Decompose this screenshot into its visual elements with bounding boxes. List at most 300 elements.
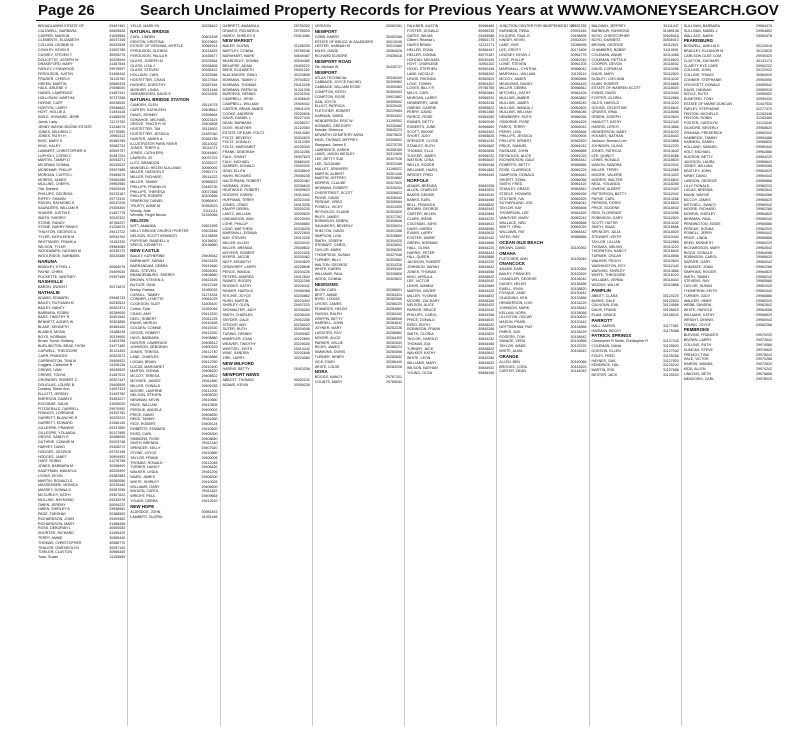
property-id: 29965542 — [756, 82, 772, 87]
owner-name: STEWART, CAROL — [314, 243, 347, 248]
property-id: 29962642 — [756, 245, 772, 250]
owner-name: HUDSON, BETTY — [683, 154, 713, 159]
owner-name: SHAVER, JUSTIN E — [38, 211, 71, 216]
owner-name: WRIGHT, PAUL — [130, 494, 156, 499]
owner-name: GROVE, TIMOTHY W — [130, 122, 166, 127]
property-id: 29406595 — [109, 382, 126, 387]
owner-name: GRAHAM, FREDERICK — [683, 130, 723, 135]
property-id: 29964066 — [756, 250, 772, 255]
owner-name: MALLET, JENNIFER — [314, 166, 348, 171]
owner-name: JONES, CATHLEEN — [130, 151, 164, 156]
owner-name: VICK, RUBY — [314, 359, 336, 364]
owner-name: HANES, LAWRENCE — [38, 91, 73, 96]
owner-name: STROOP, AMY — [222, 322, 247, 327]
property-id: 30136620 — [201, 238, 218, 243]
property-id: 29309905 — [570, 134, 587, 139]
property-id: 30284642 — [386, 321, 402, 326]
property-id: 30114242 — [663, 76, 679, 81]
property-id: 30052066 — [386, 34, 402, 39]
owner-name: MASSEY, DONNA G — [38, 488, 72, 493]
property-id: 30306200 — [386, 248, 402, 253]
property-id: 30057140 — [109, 545, 126, 550]
owner-name: WILLIAMS, MARY — [407, 360, 437, 365]
property-id: 29921862 — [386, 94, 402, 99]
property-id: 30037226 — [109, 201, 126, 206]
owner-name: ROSS, CARL — [130, 431, 153, 436]
owner-name: YATES, RAY — [499, 235, 520, 240]
owner-name: HAYNES, GAIL — [591, 358, 617, 363]
owner-name: TAYLOR, KAY — [499, 206, 523, 211]
owner-name: LOVE, TOMMY — [407, 81, 432, 86]
property-id: 30602498 — [201, 34, 218, 39]
property-id: 29408272 — [109, 444, 126, 449]
property-id: 30138820 — [570, 286, 587, 291]
property-id: 31206035 — [293, 44, 310, 49]
owner-name: MANN, WAYNE — [683, 193, 710, 198]
owner-name: FOLTZ, BEVERLY — [222, 135, 252, 140]
owner-name: HAMBRICK, TAMMY — [683, 135, 718, 140]
owner-name: RICKS, JAMES — [314, 345, 340, 350]
property-id: 29755352 — [293, 24, 310, 28]
property-id: 30487224 — [109, 153, 126, 158]
property-id: 31065032 — [201, 287, 218, 292]
property-id: 29412610 — [201, 498, 218, 503]
owner-name: THOMAS, ELLA — [407, 148, 434, 153]
property-id: 30326460 — [386, 123, 402, 128]
header-divider — [36, 20, 774, 21]
property-id: 29962266 — [756, 207, 772, 212]
property-id: 29524061 — [201, 268, 218, 273]
property-id: 30842042 — [478, 308, 495, 313]
owner-name: POWELL, VICKY — [314, 205, 343, 210]
property-id: 30131022 — [756, 68, 772, 73]
property-id: 29398040 — [109, 86, 126, 91]
owner-name: GREEN, NORMAN — [407, 241, 438, 246]
owner-name: MEADOWS, CARL — [683, 376, 715, 381]
property-id: 29978042 — [756, 352, 772, 357]
property-id: 30282226 — [386, 326, 402, 331]
property-id: 30964914 — [201, 44, 218, 49]
property-id: 29421525 — [201, 259, 218, 264]
owner-name: TAYLOR, HAROLD — [407, 337, 438, 341]
owner-name: DAVIS, HANNAH — [683, 87, 712, 92]
owner-name: ESTATE OF MARIE DUNCAN — [683, 101, 732, 106]
owner-name: WILLIAMS, GARY — [130, 484, 160, 489]
owner-name: Cotton, Tyler — [130, 307, 151, 312]
owner-name: LAMBERT, GLORIA — [130, 514, 163, 519]
owner-name: LAWS, JASON WESLEY — [314, 152, 355, 157]
property-id: 30144042 — [570, 369, 587, 374]
property-id: 30338426 — [293, 226, 310, 231]
owner-name: WELLS, ROGER — [407, 163, 435, 168]
owner-name: HARRIS, BETTY — [222, 366, 250, 371]
property-id: 30966020 — [478, 95, 495, 100]
owner-name: COLLINS, RUTH — [683, 343, 712, 347]
owner-name: GLASS, JOSEPH M — [130, 58, 163, 63]
property-id: 29962020 — [756, 226, 772, 231]
property-id: 29411206 — [201, 470, 218, 475]
owner-name: MARSHALL, DONNA — [222, 231, 257, 236]
property-id: 30966466 — [570, 206, 587, 211]
owner-name: BOSWELL, AMELIA D — [683, 44, 720, 49]
owner-name: JOHNSON, OLIVIA — [591, 143, 623, 148]
property-id: 29792198 — [109, 449, 126, 454]
property-id: 30284424 — [386, 292, 402, 297]
city-heading: PATRICK SPRINGS — [591, 333, 632, 339]
property-id: 29965620 — [756, 125, 772, 130]
owner-name: NEWBERRY, JANE — [407, 100, 439, 105]
property-id: 30962864 — [478, 91, 495, 96]
property-id: 29410442 — [293, 346, 310, 351]
owner-name: HOYT, CHARLENE — [407, 62, 439, 67]
property-id: 30962620 — [478, 76, 495, 81]
property-id: 30995602 — [386, 99, 402, 104]
owner-name: GLADDING, KEN — [499, 296, 528, 301]
property-id: 29962642 — [756, 188, 772, 193]
owner-name: BAILEY, NANCY — [38, 305, 65, 310]
owner-name: DRAKEFORD, MARY — [38, 62, 73, 67]
property-id: 29767101 — [386, 375, 402, 380]
property-id: 30965046 — [478, 163, 495, 168]
owner-name: FERGUSON, PAULA R — [130, 53, 168, 58]
property-id: 30328660 — [386, 233, 402, 238]
property-id: 29966820 — [756, 140, 772, 145]
owner-name: MYERS, JACOB — [222, 255, 250, 260]
property-id: 30334620 — [293, 135, 310, 140]
property-id: 30284860 — [386, 307, 402, 312]
property-id: 30112442 — [663, 263, 679, 268]
owner-name: HARMAN, WARD — [314, 113, 344, 118]
owner-name: HENDERSON, ERIC W — [314, 118, 353, 123]
property-id: 29413206 — [293, 202, 310, 207]
owner-name: MORRIS, CLAUDE — [314, 181, 346, 186]
property-id: 30006226 — [293, 382, 310, 387]
owner-name: BAKER, DENISE — [407, 193, 435, 198]
property-id: 30848442 — [478, 250, 495, 255]
owner-name: GREEN, MARTIN — [38, 81, 67, 86]
owner-name: RITCHIE, JOYCE — [222, 293, 251, 298]
property-id: 30844620 — [478, 360, 495, 365]
property-id: 30846220 — [478, 245, 495, 250]
property-id: 29382983 — [109, 473, 126, 478]
owner-name: WOODS, WILLIE — [591, 283, 620, 288]
owner-name: COWLEY, KEVIN S — [38, 47, 70, 52]
owner-name: DENTON, KRISTINA — [130, 39, 164, 44]
property-id: 30961205 — [570, 62, 587, 67]
owner-name: WEAVER, TIMOTHY — [222, 341, 256, 346]
owner-name: ELLIOTT, JEREMY — [38, 392, 69, 397]
owner-name: WHITE, KAREN — [314, 267, 341, 272]
property-id: 30302371 — [109, 305, 126, 310]
owner-name: CONNER, STEPHANIE — [683, 77, 722, 82]
property-id: 30307447 — [109, 377, 126, 382]
owner-name: HUNTER, LAWRENCE — [130, 340, 168, 345]
property-id: 30136642 — [570, 305, 587, 310]
property-id: 29955502 — [756, 92, 772, 97]
owner-name: GOODE, CELESTINE — [591, 105, 627, 110]
owner-entry — [684, 377, 772, 382]
owner-name: LOHR, PHILLIP — [222, 221, 248, 226]
property-id: 30122642 — [662, 298, 679, 303]
owner-name: RASNAKE, JOHN — [499, 148, 529, 153]
property-id: 29411340 — [201, 441, 218, 446]
owner-name: REED, TAMMY — [130, 417, 155, 422]
owner-name: HORNE, CURT — [38, 100, 63, 105]
owner-name: FERGUSON, GLENDA — [130, 49, 168, 54]
property-id: 30282442 — [386, 311, 402, 316]
owner-name: RAINES, ROGER — [222, 279, 252, 284]
property-id: 31152330 — [109, 239, 126, 244]
owner-name: BALDWIN, JEFFREY — [591, 24, 626, 28]
property-id: 30114866 — [663, 124, 679, 129]
property-id: 30962240 — [570, 57, 587, 62]
property-id: 30130620 — [570, 315, 587, 320]
owner-name: DOUGLAS, LOUISE B — [38, 382, 75, 387]
property-id: 30229964 — [386, 109, 402, 114]
owner-name: MORGAN, CURTIS L — [38, 172, 73, 177]
owner-name: MILLER, TAMMY — [130, 179, 158, 184]
property-id: 30327046 — [386, 253, 402, 258]
property-id: 29964066 — [756, 193, 772, 198]
property-id: 30093746 — [109, 440, 126, 445]
owner-name: CARLSON GLEE COM — [683, 53, 722, 58]
property-id: 29415460 — [201, 263, 218, 268]
owner-name: STONE, JOYCE — [130, 450, 157, 455]
property-id: 30286440 — [386, 359, 402, 364]
property-id: 29330976 — [109, 497, 126, 502]
owner-name: LOGAN, BRIAN — [130, 359, 156, 364]
property-id: 29972820 — [756, 362, 772, 367]
property-id: 30966465 — [478, 24, 495, 28]
property-id: 30053271 — [109, 158, 126, 163]
owner-name: HAYS, BARBARA — [130, 335, 159, 340]
owner-name: JACKSON, LAURA — [683, 159, 715, 164]
owner-name: PHILLIPS, ROBERT — [130, 194, 163, 199]
owner-name: OWENS, ALBERT — [591, 187, 621, 192]
property-id: 30064076 — [109, 265, 126, 270]
property-id: 30120620 — [756, 49, 772, 54]
property-id: 30965866 — [570, 163, 587, 168]
owner-name: BLANKS, MONA — [38, 329, 65, 334]
property-id: 31488406 — [109, 521, 126, 526]
property-id: 30205625 — [293, 212, 310, 217]
property-id: 30072366 — [201, 189, 218, 194]
property-id: 31487776 — [109, 211, 126, 216]
owner-name: WALKER, JIMMY — [683, 298, 712, 303]
property-id: 29962642 — [756, 303, 772, 308]
city-heading: PAMPLIN — [591, 287, 611, 293]
owner-name: SMITH, JOSEPH — [314, 238, 343, 243]
listing-column — [221, 24, 313, 726]
property-id: 29970220 — [756, 333, 772, 338]
property-id: 30844866 — [478, 241, 495, 246]
owner-name: SIMMONS, ROSE — [130, 436, 160, 441]
owner-name: BARNHART, SARAH — [130, 259, 164, 264]
owner-name: KINSEY, KEVIN — [499, 38, 525, 43]
property-id: 29962020 — [756, 284, 772, 289]
property-id: 30110266 — [663, 211, 679, 216]
owner-name: MARTIN, TAMMY D — [38, 158, 70, 163]
owner-name: GILLESPIE, FRANKIE — [38, 425, 74, 430]
owner-name: PERRY, DAVID — [407, 110, 432, 115]
owner-name: Dunkley, Sherri Ann — [38, 387, 70, 392]
owner-name: LOVES, BILLY R — [407, 86, 435, 91]
property-id: 30649487 — [293, 53, 310, 58]
property-id: 29404620 — [293, 260, 310, 265]
owner-name: WILLIAMS, PAUL — [314, 272, 344, 277]
property-id: 30130442 — [570, 291, 587, 296]
owner-name: PARKS, SUE — [499, 329, 521, 334]
property-id: 29412208 — [293, 82, 310, 87]
owner-name: BLOW, CARL — [314, 287, 337, 292]
owner-name: MASON, SANDRA — [591, 163, 622, 168]
owner-name: GILMORE, BEVERLY — [683, 125, 719, 130]
owner-name: POWELL, JERRY — [683, 231, 713, 236]
property-id: 30087056 — [109, 488, 126, 493]
owner-name: HALL, OLIVIA — [407, 245, 430, 250]
property-id: 30966866 — [570, 235, 587, 240]
owner-name: CHAMBERS, BOBBY — [591, 47, 627, 52]
owner-name: KIRBY, DAVID — [683, 173, 707, 178]
property-id: 29409002 — [201, 407, 218, 412]
property-id: 29966866 — [756, 236, 772, 241]
property-id: 30110042 — [663, 163, 679, 168]
owner-name: STEVENS, RAY — [683, 279, 710, 284]
owner-name: LEE, SUZANNE — [314, 161, 341, 166]
property-id: 30287464 — [201, 82, 218, 87]
owner-name: KNUPP, DEBRA — [222, 207, 249, 212]
owner-name: MOORE, LAVERNE — [130, 388, 163, 393]
owner-name: HAHN, RICHARD — [222, 173, 252, 178]
owner-name: HAMLETT, KATHY — [591, 119, 622, 124]
property-id: 29978997 — [109, 67, 126, 72]
property-id: 30766227 — [109, 220, 126, 225]
owner-name: COLEMAN, ANNIE — [591, 52, 623, 57]
owner-name: TURNER, HENRY — [314, 355, 345, 359]
owner-name: KILGORE, PAUL R — [499, 33, 530, 38]
owner-name: JACKSON, ROBERT — [407, 260, 441, 265]
property-id: 31097323 — [109, 387, 126, 392]
owner-name: RICE, ROBERT — [130, 422, 156, 427]
property-id: 30118066 — [663, 110, 679, 115]
property-id: 30044762 — [109, 235, 126, 240]
owner-name: NEWBERRY, RUTH — [499, 115, 532, 120]
property-id: 30301446 — [386, 171, 402, 176]
owner-name: HOLT, MICHAEL — [683, 149, 711, 154]
property-id: 29764522 — [293, 77, 310, 82]
owner-name: DAVIS, FRANK — [591, 308, 617, 313]
property-id: 30844242 — [478, 337, 495, 341]
owner-name: HOLLIDAY, CARL — [130, 73, 159, 78]
property-id: 30305064 — [386, 200, 402, 205]
owner-name: OWEN, SHIRLEY A — [38, 507, 70, 512]
property-id: 29938952 — [109, 507, 126, 512]
owner-name: BARBARA, ROBIN — [38, 310, 69, 315]
property-id: 30116220 — [663, 273, 679, 278]
property-id: 29962866 — [756, 149, 772, 154]
property-id: 29950910 — [756, 87, 772, 92]
owner-name: DAISEY, HELEN — [499, 281, 526, 286]
property-id: 30136660 — [201, 243, 218, 248]
owner-name: MEADOWS, RANDY — [499, 81, 533, 86]
owner-name: KIDD, ALLEN — [683, 366, 706, 371]
property-id: 29445730 — [201, 184, 218, 189]
owner-name: HALE, VICTOR — [683, 357, 709, 362]
owner-name: SCOTT, WAYNE — [407, 129, 434, 134]
owner-name: THOMAS, IDA — [407, 341, 431, 346]
owner-name: GROSE, SANDY E — [38, 435, 69, 440]
city-heading: NEW MILFORD — [222, 360, 254, 366]
property-id: 29962771 — [201, 170, 218, 175]
owner-name: JONES, TERRY A — [130, 146, 160, 151]
owner-name: MCGHEE, JANICE — [130, 378, 161, 383]
property-id: 30966660 — [478, 124, 495, 129]
owner-name: ALDRIDGE, JOHN — [130, 509, 161, 514]
owner-name: RICHARDSON, MARY — [683, 245, 721, 250]
property-id: 30136655 — [201, 233, 218, 238]
property-id: 30116666 — [663, 225, 679, 230]
owner-name: LINDSEY, KEVIN J — [499, 52, 530, 57]
property-id: 30233167 — [109, 191, 126, 196]
owner-name: ROBERTS, JUNE — [407, 124, 436, 129]
property-id: 30132220 — [570, 344, 587, 349]
property-id: 30962620 — [570, 196, 587, 201]
property-id: 29773310 — [109, 196, 126, 201]
property-id: 30284206 — [386, 364, 402, 369]
property-id: 29406235 — [293, 173, 310, 178]
owner-name: NOTTINGHAM, RAY — [499, 325, 533, 330]
property-id: 30848266 — [478, 298, 495, 303]
owner-name: CABBAGE, WILLIAM ESSIE — [314, 85, 361, 90]
property-id: 30963242 — [570, 215, 587, 220]
property-id: 30236022 — [293, 322, 310, 327]
owner-name: JONES, TERESA — [130, 350, 159, 355]
owner-name: BARBOUR, RAYMOND — [591, 28, 630, 33]
owner-name: HURT, ROBIN — [38, 459, 61, 464]
property-id: 30355260 — [386, 147, 402, 152]
owner-name: HELLER, DONNA — [407, 52, 436, 57]
owner-name: BARTLEY, DONNA — [222, 49, 254, 54]
property-id: 30599757 — [109, 148, 126, 153]
owner-name: HELLER, EDNA — [407, 47, 433, 52]
property-id: 29409442 — [293, 101, 310, 106]
owner-name: ALLEN, CHARLES — [407, 188, 438, 193]
property-id: 30301266 — [386, 229, 402, 234]
property-id: 30110442 — [663, 91, 679, 96]
owner-name: HARMAN, JOHN — [222, 183, 250, 188]
owner-name: LANE, VIVE — [499, 43, 519, 48]
owner-name: Tuan, Susan — [38, 555, 59, 560]
property-id: 30963402 — [478, 129, 495, 134]
property-id: 30136220 — [570, 329, 587, 334]
owner-name: DAVIS, CORNELIA — [591, 67, 623, 72]
owner-name: PERRY, LISA — [499, 129, 521, 134]
owner-name: VERIZON — [314, 24, 331, 28]
property-id: 30966042 — [570, 67, 587, 72]
property-id: 30844042 — [478, 193, 495, 198]
owner-name: MILLER, HUDSON S — [130, 170, 165, 175]
owner-name: LAMBERT, CHRISTOPHER D — [38, 148, 87, 153]
owner-name: NELLY BRIDGE CHURCH PORTER — [130, 229, 189, 234]
owner-name: THOMAS, RONALD — [130, 460, 163, 465]
property-id: 29405020 — [201, 393, 218, 398]
property-id: 30116620 — [663, 57, 679, 62]
owner-name: COMPTON, KEITH — [314, 89, 346, 94]
owner-name: FOSTER, GLORIA — [591, 95, 622, 100]
property-id: 30286862 — [386, 331, 402, 336]
owner-name: FOSTER, DONALD — [407, 28, 439, 33]
owner-name: PETERS, ANDREA — [222, 274, 254, 279]
